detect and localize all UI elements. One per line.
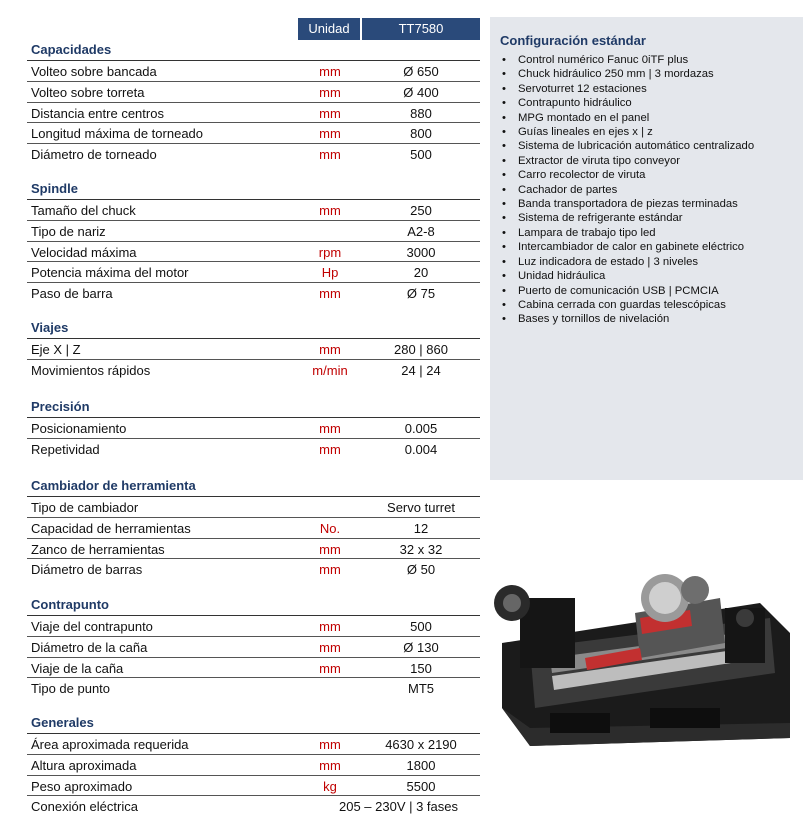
config-item: • Luz indicadora de estado | 3 niveles <box>500 255 754 269</box>
spec-label: Diámetro de torneado <box>31 147 157 163</box>
spec-unit: rpm <box>318 244 342 260</box>
spec-value: Servo turret <box>387 500 455 515</box>
spec-row <box>27 360 480 380</box>
spec-row <box>27 61 480 82</box>
spec-value: 24 | 24 <box>401 362 441 378</box>
section-title: Spindle <box>27 179 480 200</box>
spec-label: Tamaño del chuck <box>31 203 136 218</box>
spec-label: Paso de barra <box>31 286 113 302</box>
spec-label: Posicionamiento <box>31 421 127 436</box>
spec-unit: mm <box>319 737 341 752</box>
spec-section <box>27 476 480 579</box>
spec-label: Diámetro de la caña <box>31 639 148 655</box>
spec-unit: mm <box>319 84 341 100</box>
spec-unit: mm <box>319 203 341 218</box>
spec-value: Ø 400 <box>403 84 439 100</box>
spec-value: 205 – 230V | 3 fases <box>338 799 459 815</box>
spec-row <box>27 439 480 459</box>
spec-label: Conexión eléctrica <box>31 799 138 815</box>
spec-label: Tipo de nariz <box>31 223 106 239</box>
spec-section <box>27 40 480 164</box>
spec-row <box>27 418 480 439</box>
spec-value: 1800 <box>406 757 436 773</box>
section-title: Viajes <box>27 318 480 339</box>
config-item: • Contrapunto hidráulico <box>500 96 754 110</box>
config-item: • Lampara de trabajo tipo led <box>500 226 754 240</box>
spec-row <box>27 734 480 755</box>
config-list <box>500 53 754 327</box>
spec-unit: m/min <box>312 362 348 378</box>
config-item: • Chuck hidráulico 250 mm | 3 mordazas <box>500 67 754 81</box>
spec-label: Velocidad máxima <box>31 244 137 260</box>
spec-row <box>27 497 480 518</box>
spec-row <box>27 637 480 658</box>
spec-row <box>27 755 480 776</box>
spec-row <box>27 616 480 637</box>
spec-value: 4630 x 2190 <box>385 737 457 752</box>
spec-unit: mm <box>319 562 341 578</box>
spec-value: 150 <box>410 660 432 676</box>
config-item: • Servoturret 12 estaciones <box>500 82 754 96</box>
config-item: • Unidad hidráulica <box>500 269 754 283</box>
spec-row <box>27 242 480 263</box>
spec-label: Tipo de punto <box>31 681 111 697</box>
section-title: Generales <box>27 713 480 734</box>
section-title: Cambiador de herramienta <box>27 476 480 497</box>
spec-row <box>27 200 480 221</box>
spec-value: 0.004 <box>404 441 438 457</box>
spec-label: Volteo sobre bancada <box>31 64 157 79</box>
spec-value: MT5 <box>408 681 434 697</box>
spec-label: Distancia entre centros <box>31 105 164 121</box>
spec-label: Potencia máxima del motor <box>31 265 189 281</box>
spec-row <box>27 658 480 679</box>
config-item: • Sistema de refrigerante estándar <box>500 211 754 225</box>
spec-unit: No. <box>319 520 341 536</box>
config-item: • Carro recolector de viruta <box>500 168 754 182</box>
spec-unit: Hp <box>321 265 339 281</box>
cnc-lathe-machine-illustration <box>490 548 803 748</box>
spec-label: Longitud máxima de torneado <box>31 126 204 142</box>
model-column-header: TT7580 <box>362 18 480 40</box>
spec-value: 500 <box>410 147 432 163</box>
spec-label: Movimientos rápidos <box>31 362 151 378</box>
spec-unit: mm <box>319 541 341 557</box>
spec-row <box>27 103 480 124</box>
spec-unit: kg <box>323 778 337 794</box>
spec-value: 32 x 32 <box>399 541 443 557</box>
spec-section <box>27 397 480 459</box>
spec-unit: mm <box>319 105 341 121</box>
spec-unit: mm <box>319 126 341 142</box>
config-item: • Banda transportadora de piezas terminadas <box>500 197 754 211</box>
spec-unit: mm <box>319 421 341 436</box>
spec-row <box>27 221 480 242</box>
spec-unit: mm <box>319 757 341 773</box>
config-item: • Cabina cerrada con guardas telescópicas <box>500 298 754 312</box>
config-item: • Sistema de lubricación automático centralizado <box>500 139 754 153</box>
config-item: • Puerto de comunicación USB | PCMCIA <box>500 284 754 298</box>
spec-label: Viaje del contrapunto <box>31 619 153 634</box>
spec-unit: mm <box>319 660 341 676</box>
spec-value: 500 <box>410 619 432 634</box>
spec-row <box>27 539 480 560</box>
section-title: Capacidades <box>27 40 480 61</box>
spec-value: Ø 75 <box>406 286 436 302</box>
spec-unit: mm <box>319 64 341 79</box>
section-title: Contrapunto <box>27 595 480 616</box>
spec-value: 5500 <box>406 778 436 794</box>
spec-value: 250 <box>410 203 432 218</box>
spec-value: Ø 650 <box>403 64 439 79</box>
spec-row <box>27 82 480 103</box>
spec-section <box>27 713 480 816</box>
spec-label: Repetividad <box>31 441 100 457</box>
spec-row <box>27 518 480 539</box>
spec-value: 880 <box>410 105 432 121</box>
config-item: • Cachador de partes <box>500 183 754 197</box>
spec-row <box>27 283 480 303</box>
unit-column-header: Unidad <box>298 18 360 40</box>
spec-value: 0.005 <box>404 421 438 436</box>
config-item: • Intercambiador de calor en gabinete eléctrico <box>500 240 754 254</box>
section-title: Precisión <box>27 397 480 418</box>
spec-value: 12 <box>413 520 429 536</box>
spec-unit: mm <box>319 639 341 655</box>
spec-label: Altura aproximada <box>31 757 137 773</box>
spec-row <box>27 678 480 698</box>
spec-row <box>27 559 480 579</box>
spec-label: Zanco de herramientas <box>31 541 165 557</box>
spec-row <box>27 262 480 283</box>
spec-unit: mm <box>319 286 341 302</box>
spec-value: 20 <box>413 265 429 281</box>
config-item: • Bases y tornillos de nivelación <box>500 312 754 326</box>
spec-row <box>27 776 480 797</box>
spec-label: Viaje de la caña <box>31 660 124 676</box>
spec-label: Peso aproximado <box>31 778 133 794</box>
spec-value: Ø 50 <box>406 562 436 578</box>
spec-label: Eje X | Z <box>31 342 81 357</box>
config-item: • Extractor de viruta tipo conveyor <box>500 154 754 168</box>
config-item: • Control numérico Fanuc 0iTF plus <box>500 53 754 67</box>
standard-config-panel <box>490 17 803 480</box>
spec-label: Tipo de cambiador <box>31 500 139 515</box>
spec-label: Capacidad de herramientas <box>31 520 191 536</box>
spec-unit: mm <box>319 147 341 163</box>
spec-section <box>27 179 480 303</box>
spec-label: Volteo sobre torreta <box>31 84 145 100</box>
spec-unit: mm <box>319 441 341 457</box>
spec-row <box>27 796 480 816</box>
spec-section <box>27 318 480 380</box>
spec-label: Diámetro de barras <box>31 562 143 578</box>
spec-value: 800 <box>410 126 432 142</box>
spec-row <box>27 123 480 144</box>
spec-unit: mm <box>319 619 341 634</box>
spec-section <box>27 595 480 698</box>
spec-label: Área aproximada requerida <box>31 737 189 752</box>
config-item: • MPG montado en el panel <box>500 111 754 125</box>
spec-row <box>27 339 480 360</box>
config-title: Configuración estándar <box>500 33 646 48</box>
config-item: • Guías lineales en ejes x | z <box>500 125 754 139</box>
spec-unit: mm <box>319 342 341 357</box>
spec-value: A2-8 <box>407 223 435 239</box>
spec-value: Ø 130 <box>403 639 439 655</box>
spec-value: 3000 <box>406 244 436 260</box>
spec-row <box>27 144 480 164</box>
spec-value: 280 | 860 <box>394 342 448 357</box>
